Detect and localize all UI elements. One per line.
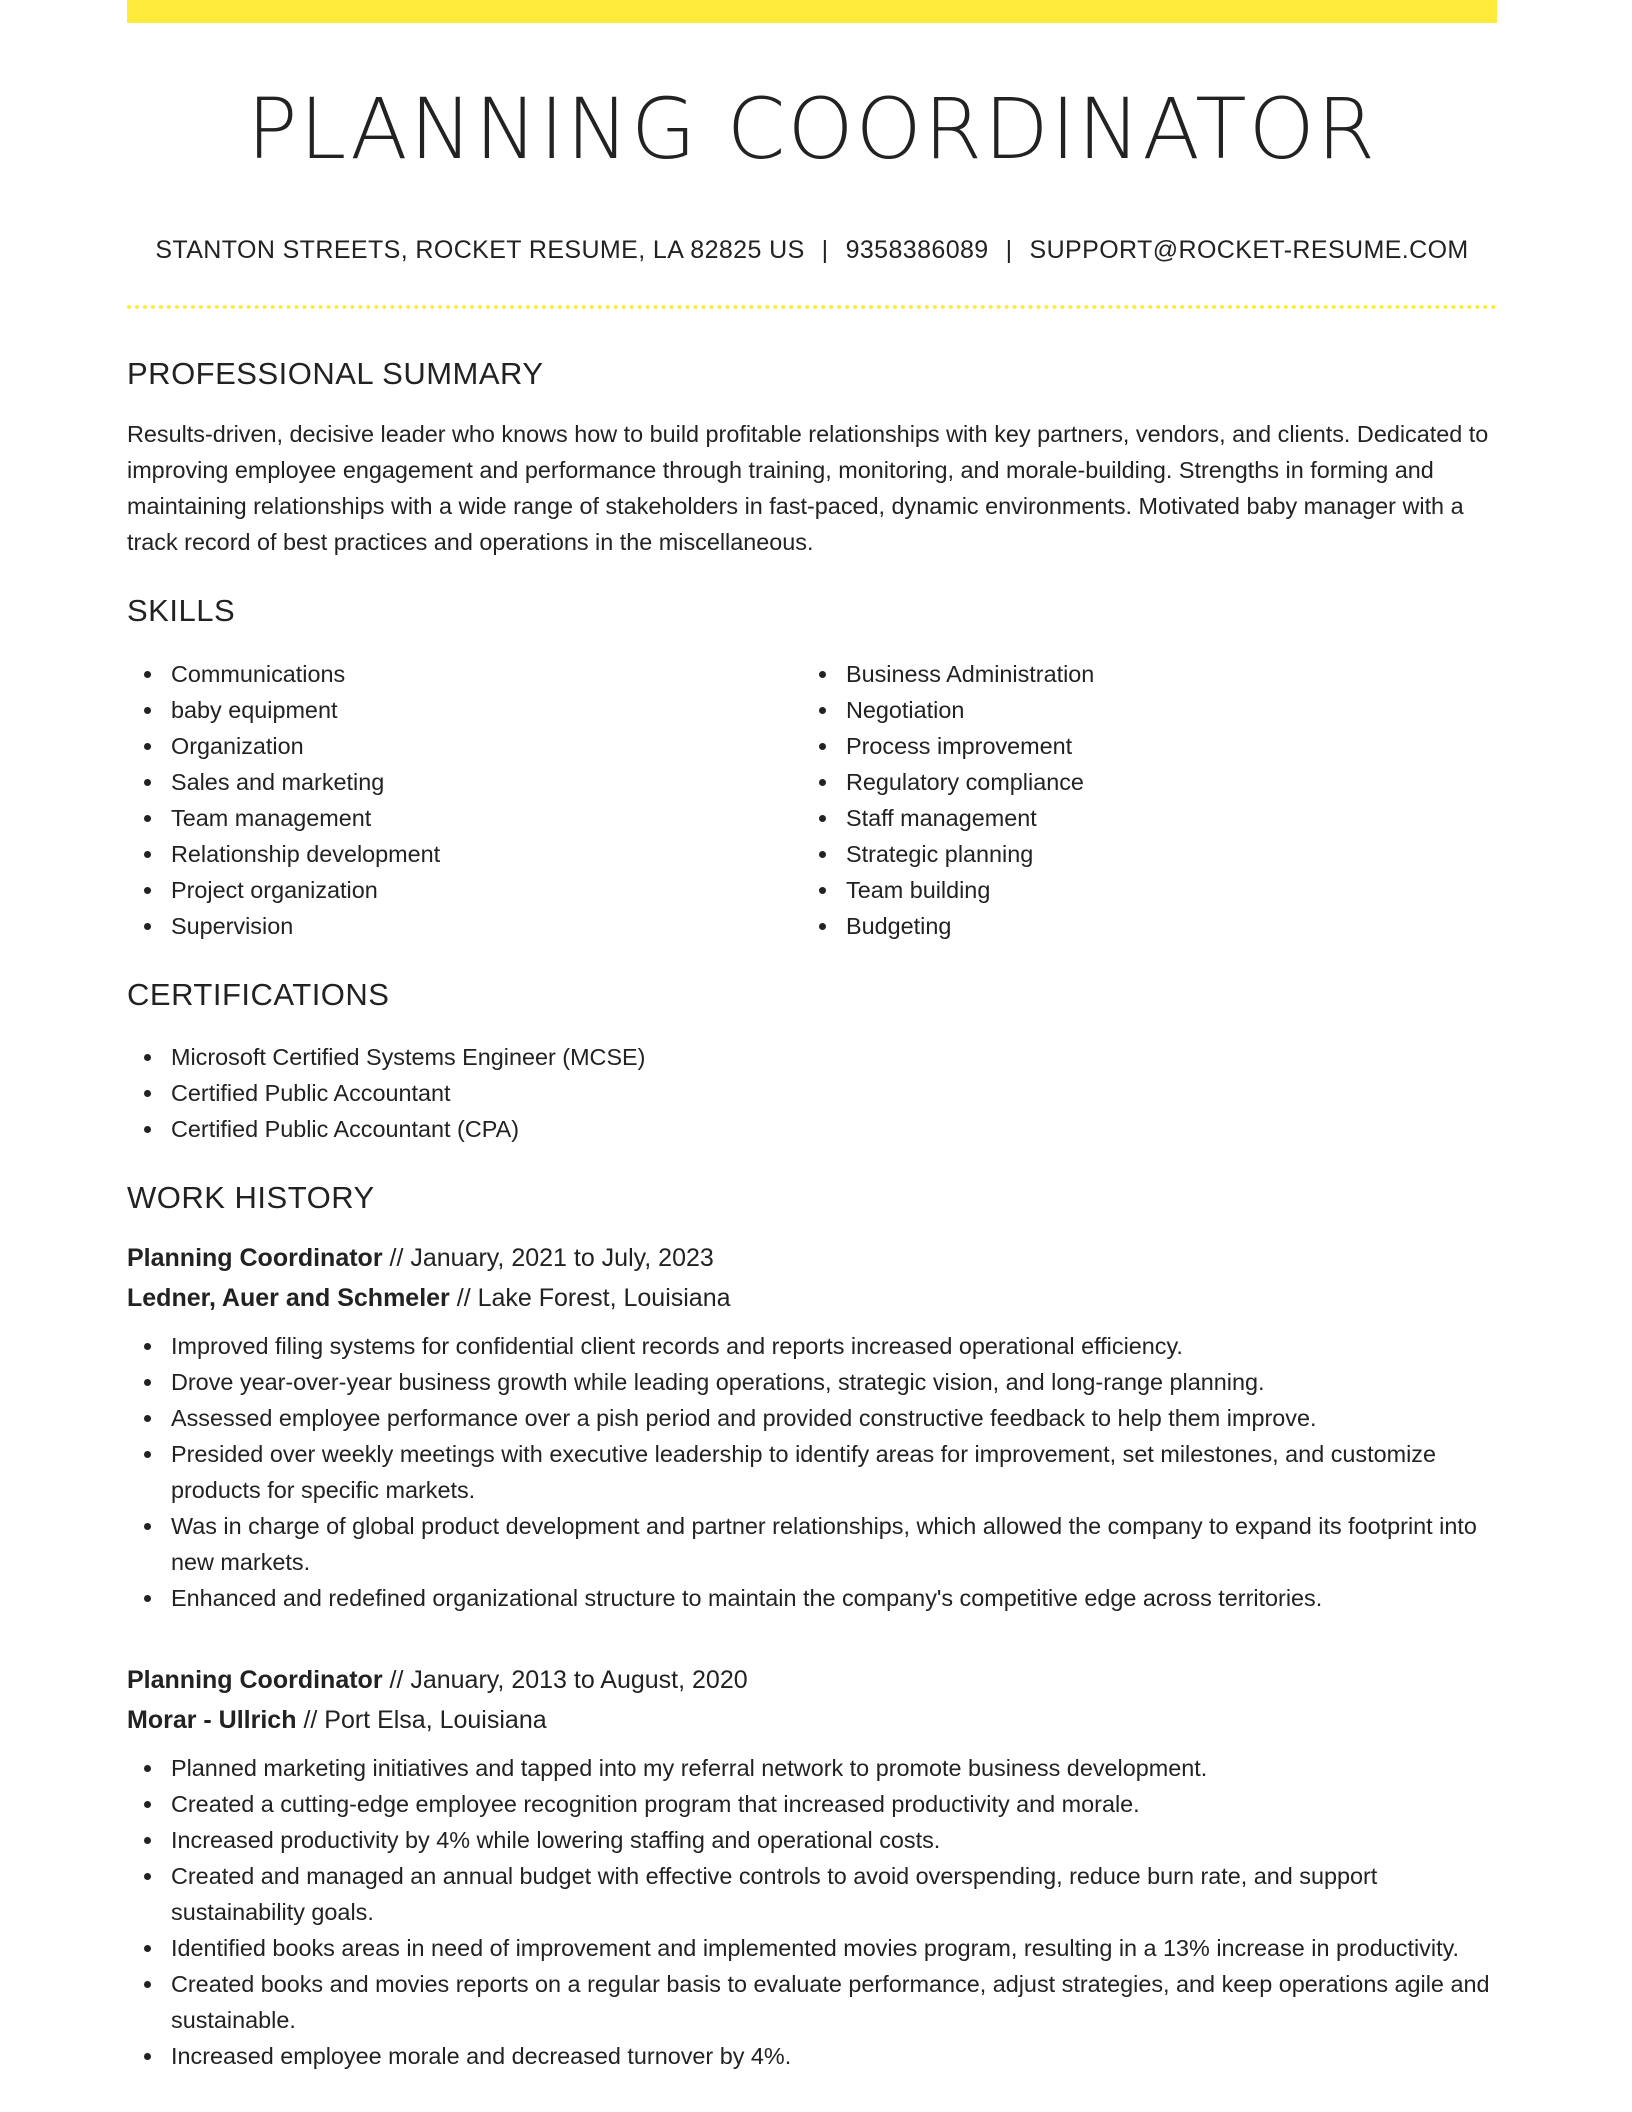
skill-item: Team management (127, 800, 802, 836)
job-bullet: Created and managed an annual budget with effective controls to avoid overspending, reduce burn rate, and support sustainability goals. (127, 1858, 1497, 1930)
contact-separator: | (821, 236, 829, 265)
skill-item: Negotiation (802, 692, 1477, 728)
certifications-list (127, 1039, 1497, 1147)
job-bullet: Drove year-over-year business growth while leading operations, strategic vision, and long-range planning. (127, 1364, 1497, 1400)
certifications-heading: CERTIFICATIONS (127, 976, 390, 1012)
work-history-heading: WORK HISTORY (127, 1179, 375, 1215)
contact-line (127, 235, 1497, 265)
job-location: // Port Elsa, Louisiana (303, 1705, 547, 1734)
dotted-divider (127, 305, 1497, 309)
contact-email[interactable]: SUPPORT@ROCKET-RESUME.COM (1029, 236, 1469, 265)
skill-item: Regulatory compliance (802, 764, 1477, 800)
skill-item: baby equipment (127, 692, 802, 728)
certification-item: Certified Public Accountant (127, 1075, 1497, 1111)
top-accent-bar (127, 0, 1497, 23)
skills-columns (127, 656, 1497, 944)
job-bullet: Planned marketing initiatives and tapped into my referral network to promote business development. (127, 1750, 1497, 1786)
skill-item: Budgeting (802, 908, 1477, 944)
skill-item: Organization (127, 728, 802, 764)
job-entry (127, 1660, 1497, 2074)
job-bullet: Increased employee morale and decreased turnover by 4%. (127, 2038, 1497, 2074)
job-location: // Lake Forest, Louisiana (456, 1283, 731, 1312)
skill-item: Business Administration (802, 656, 1477, 692)
summary-text: Results-driven, decisive leader who knows how to build profitable relationships with key partners, vendors, and clients. Dedicated to improving employee engagement and performance through training, monitoring, and morale-building. Strengths in forming and maintaining relationships with a wide range of stakeholders in fast-paced, dynamic environments. Motivated baby manager with a track record of best practices and operations in the miscellaneous. (127, 421, 1489, 556)
job-company-line (127, 1700, 1497, 1740)
resume-page (127, 0, 1497, 2074)
skill-item: Staff management (802, 800, 1477, 836)
job-title-line (127, 1660, 1497, 1700)
skill-item: Strategic planning (802, 836, 1477, 872)
skill-item: Communications (127, 656, 802, 692)
certification-item: Microsoft Certified Systems Engineer (MCSE) (127, 1039, 1497, 1075)
summary-heading: PROFESSIONAL SUMMARY (127, 356, 544, 392)
job-bullet: Created books and movies reports on a regular basis to evaluate performance, adjust strategies, and keep operations agile and sustainable. (127, 1966, 1497, 2038)
certification-item: Certified Public Accountant (CPA) (127, 1111, 1497, 1147)
skills-right-column (802, 656, 1477, 944)
job-title: Planning Coordinator (127, 1665, 383, 1694)
job-company-line (127, 1278, 1497, 1318)
contact-phone: 9358386089 (845, 236, 989, 265)
job-company: Ledner, Auer and Schmeler (127, 1283, 450, 1312)
skills-left-column (127, 656, 802, 944)
job-title-line (127, 1238, 1497, 1278)
skill-item: Sales and marketing (127, 764, 802, 800)
skills-heading: SKILLS (127, 593, 236, 629)
job-bullet: Enhanced and redefined organizational structure to maintain the company's competitive edge across territories. (127, 1580, 1497, 1616)
job-bullet: Identified books areas in need of improvement and implemented movies program, resulting in a 13% increase in productivity. (127, 1930, 1497, 1966)
job-entry (127, 1238, 1497, 1616)
job-bullet: Created a cutting-edge employee recognition program that increased productivity and morale. (127, 1786, 1497, 1822)
job-title: Planning Coordinator (127, 1243, 383, 1272)
skills-right-list (802, 656, 1477, 944)
job-bullet: Assessed employee performance over a pish period and provided constructive feedback to help them improve. (127, 1400, 1497, 1436)
job-bullet: Was in charge of global product development and partner relationships, which allowed the company to expand its footprint into new markets. (127, 1508, 1497, 1580)
job-bullet-list (127, 1750, 1497, 2074)
job-bullet: Increased productivity by 4% while lowering staffing and operational costs. (127, 1822, 1497, 1858)
job-bullet-list (127, 1328, 1497, 1616)
job-bullet: Improved filing systems for confidential client records and reports increased operational efficiency. (127, 1328, 1497, 1364)
resume-title: PLANNING COORDINATOR (246, 80, 1378, 178)
skills-left-list (127, 656, 802, 944)
job-bullet: Presided over weekly meetings with executive leadership to identify areas for improvement, set milestones, and customize products for specific markets. (127, 1436, 1497, 1508)
job-dates: // January, 2021 to July, 2023 (389, 1243, 714, 1272)
skill-item: Relationship development (127, 836, 802, 872)
contact-separator: | (1005, 236, 1013, 265)
skill-item: Project organization (127, 872, 802, 908)
skill-item: Team building (802, 872, 1477, 908)
job-company: Morar - Ullrich (127, 1705, 297, 1734)
skill-item: Supervision (127, 908, 802, 944)
contact-address: STANTON STREETS, ROCKET RESUME, LA 82825 US (155, 236, 805, 265)
skill-item: Process improvement (802, 728, 1477, 764)
job-dates: // January, 2013 to August, 2020 (389, 1665, 748, 1694)
